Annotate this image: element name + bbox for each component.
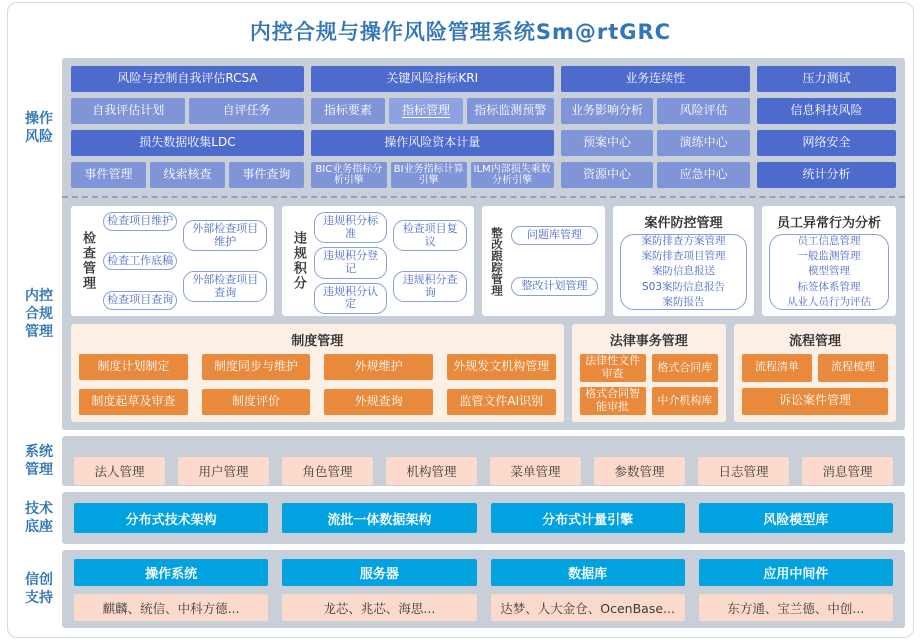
module-button: 检查项目复议: [393, 220, 467, 251]
module-button: 机构管理: [386, 457, 477, 485]
system-management-section: [16, 436, 905, 486]
main-section: [16, 58, 905, 430]
module-button: 检查项目维护: [103, 212, 177, 231]
module-litigation-case-management: 诉讼案件管理: [742, 388, 888, 416]
module-risk-model-library: 风险模型库: [699, 503, 893, 533]
op-row: [311, 98, 554, 124]
xinchuang-support-panel: [62, 550, 905, 628]
op-row: [71, 98, 304, 124]
module-distributed-measurement-engine: 分布式计量引擎: [491, 503, 685, 533]
module-button: 线索核查: [150, 162, 225, 188]
module-button: 外部检查项目查询: [183, 271, 266, 302]
card-case-prevention: [613, 206, 754, 316]
module-button: 日志管理: [698, 457, 789, 485]
module-bcm: 业务连续性: [561, 66, 750, 92]
diagram-frame: [7, 2, 914, 638]
module-it-risk: 信息科技风险: [757, 98, 896, 124]
module-button: BI业务指标计算引擎: [391, 162, 467, 188]
group-policy-management: [71, 324, 564, 422]
module-button: 检查工作底稿: [103, 252, 177, 271]
module-button: 问题库管理: [511, 226, 598, 245]
group-header: 流程管理: [788, 334, 841, 349]
module-button: 演练中心: [657, 130, 750, 156]
compliance-orange-row: [71, 324, 896, 422]
op-row: [757, 130, 896, 156]
module-button: 菜单管理: [490, 457, 581, 485]
flow-row: [742, 388, 888, 416]
module-line: 案防排查项目管理: [641, 250, 726, 263]
module-kri: 关键风险指标KRI: [311, 66, 554, 92]
xinchuang-column-server: [282, 559, 476, 619]
system-section-gutter: [16, 436, 62, 486]
group-legal-affairs: [572, 324, 726, 422]
module-button: 事件管理: [71, 162, 146, 188]
diagram-title: 内控合规与操作风险管理系统Sm@rtGRC: [249, 20, 672, 44]
module-button: 业务影响分析: [561, 98, 654, 124]
module-line: 案防排查方案管理: [641, 234, 726, 247]
module-button: 违规积分标准: [314, 212, 388, 243]
module-line: 标签体系管理: [797, 280, 861, 293]
module-button: 法人管理: [74, 457, 165, 485]
section-label-system-management: 系统管理: [25, 443, 53, 478]
module-statistics: 统计分析: [757, 162, 896, 188]
module-line: 从业人员行为评估: [787, 295, 872, 308]
card-label: 违规积分: [290, 231, 306, 291]
module-line: 案防报告: [662, 295, 705, 308]
op-row: [71, 162, 304, 188]
card-column: [314, 212, 388, 310]
vendor-list: 麒麟、统信、中科方德...: [74, 594, 268, 621]
module-button: 消息管理: [802, 457, 893, 485]
kri-capital-group: [311, 66, 554, 188]
module-line: 员工信息管理: [797, 234, 861, 247]
op-row: [311, 130, 554, 156]
module-stream-batch-data-architecture: 流批一体数据架构: [282, 503, 476, 533]
xinchuang-column-database: [491, 559, 685, 619]
group-process-management: [734, 324, 896, 422]
module-button: 事件查询: [229, 162, 304, 188]
module-button: ILM内部损失乘数分析引擎: [471, 162, 554, 188]
module-button: 违规积分登记: [314, 247, 388, 278]
module-button: 整改计划管理: [511, 277, 598, 296]
module-button: 自我评估计划: [71, 98, 185, 124]
group-header: 法律事务管理: [609, 334, 688, 349]
xinchuang-column-middleware: [699, 559, 893, 619]
compliance-panel: [62, 198, 905, 430]
module-button: 外规维护: [324, 354, 433, 380]
module-button: 制度同步与维护: [202, 354, 311, 380]
card-items-box: [769, 234, 889, 310]
main-section-gutter: [16, 58, 62, 430]
module-button: 预案中心: [561, 130, 654, 156]
module-button: 制度计划制定: [79, 354, 188, 380]
card-column: [103, 212, 177, 310]
flow-row: [742, 354, 888, 382]
module-line: S03案防信息报告: [642, 280, 726, 293]
vendor-list: 龙芯、兆芯、海思...: [282, 594, 476, 621]
op-row: [71, 66, 304, 92]
module-button: 中介机构库: [652, 387, 718, 415]
system-management-panel: [62, 436, 905, 486]
xinchuang-section-gutter: [16, 550, 62, 628]
module-distributed-architecture: 分布式技术架构: [74, 503, 268, 533]
module-button: 指标要素: [311, 98, 385, 124]
op-row: [757, 66, 896, 92]
module-line: 一般监测管理: [797, 250, 861, 263]
module-button: 外规查询: [324, 389, 433, 415]
section-label-operational-risk: 操作风险: [25, 110, 53, 145]
card-label: 检查管理: [80, 231, 95, 291]
module-button: 违规积分查询: [393, 271, 467, 302]
module-button: 应急中心: [657, 162, 750, 188]
module-button: 外规发文机构管理: [447, 354, 556, 380]
op-row: [561, 162, 750, 188]
module-button: 资源中心: [561, 162, 654, 188]
tech-buttons-row: [62, 492, 905, 544]
card-column: [511, 212, 598, 310]
module-stress-test: 压力测试: [757, 66, 896, 92]
module-ldc: 损失数据收集LDC: [71, 130, 304, 156]
card-header: 员工异常行为分析: [777, 216, 882, 231]
module-button: 流程清单: [742, 354, 812, 382]
module-button: 参数管理: [594, 457, 685, 485]
module-button: 自评任务: [189, 98, 303, 124]
card-inspection-management: [71, 206, 274, 316]
section-label-technical-base: 技术底座: [25, 500, 53, 535]
module-button: 违规积分认定: [314, 283, 388, 314]
rcsa-ldc-group: [71, 66, 304, 188]
op-row: [561, 98, 750, 124]
card-violation-points: [282, 206, 474, 316]
card-items-box: [620, 234, 747, 310]
module-button: 格式合同库: [652, 354, 718, 382]
group-grid: [79, 354, 556, 415]
module-rcsa: 风险与控制自我评估RCSA: [71, 66, 304, 92]
module-button: 格式合同智能审批: [580, 387, 646, 415]
module-button: 流程梳理: [818, 354, 888, 382]
xinchuang-column-os: [74, 559, 268, 619]
card-header: 案件防控管理: [644, 216, 723, 231]
module-capital-measurement: 操作风险资本计量: [311, 130, 554, 156]
xinchuang-support-section: [16, 550, 905, 628]
module-button: BIC业务指标分析引擎: [311, 162, 387, 188]
module-line: 模型管理: [808, 265, 851, 278]
main-panel-stack: [62, 58, 905, 430]
op-row: [561, 130, 750, 156]
technical-base-section: [16, 492, 905, 544]
module-button: 监管文件AI识别: [447, 389, 556, 415]
module-button: 指标监测预警: [467, 98, 554, 124]
section-label-internal-control-compliance: 内控合规管理: [25, 287, 53, 341]
op-row: [561, 66, 750, 92]
compliance-cards-row: [71, 206, 896, 316]
group-grid: [742, 354, 888, 415]
tech-section-gutter: [16, 492, 62, 544]
business-continuity-group: [561, 66, 750, 188]
op-row: [311, 162, 554, 188]
op-row: [757, 162, 896, 188]
op-row: [757, 98, 896, 124]
category-header: 数据库: [491, 559, 685, 586]
module-button: 风险评估: [657, 98, 750, 124]
category-header: 应用中间件: [699, 559, 893, 586]
group-header: 制度管理: [291, 334, 344, 349]
vendor-list: 达梦、人大金仓、OcenBase...: [491, 594, 685, 621]
module-button: 指标管理: [389, 98, 463, 124]
module-button: 法律性文件审查: [580, 354, 646, 382]
section-label-xinchuang-support: 信创支持: [25, 571, 53, 606]
card-rectification-tracking: [482, 206, 605, 316]
module-button: 制度起草及审查: [79, 389, 188, 415]
module-line: 案防信息报送: [652, 265, 716, 278]
card-column: [183, 212, 266, 310]
xinchuang-columns-row: [62, 550, 905, 628]
card-employee-behavior-analysis: [762, 206, 896, 316]
module-button: 检查项目查询: [103, 291, 177, 310]
op-row: [311, 66, 554, 92]
category-header: 服务器: [282, 559, 476, 586]
vendor-list: 东方通、宝兰德、中创...: [699, 594, 893, 621]
module-network-security: 网络安全: [757, 130, 896, 156]
card-label: 整改跟踪管理: [489, 226, 504, 296]
op-row: [71, 130, 304, 156]
operational-risk-panel: [62, 58, 905, 198]
stress-test-group: [757, 66, 896, 188]
technical-base-panel: [62, 492, 905, 544]
module-button: 制度评价: [202, 389, 311, 415]
category-header: 操作系统: [74, 559, 268, 586]
module-button: 用户管理: [178, 457, 269, 485]
card-column: [393, 212, 467, 310]
module-button: 外部检查项目维护: [183, 220, 266, 251]
module-button: 角色管理: [282, 457, 373, 485]
group-grid: [580, 354, 718, 415]
